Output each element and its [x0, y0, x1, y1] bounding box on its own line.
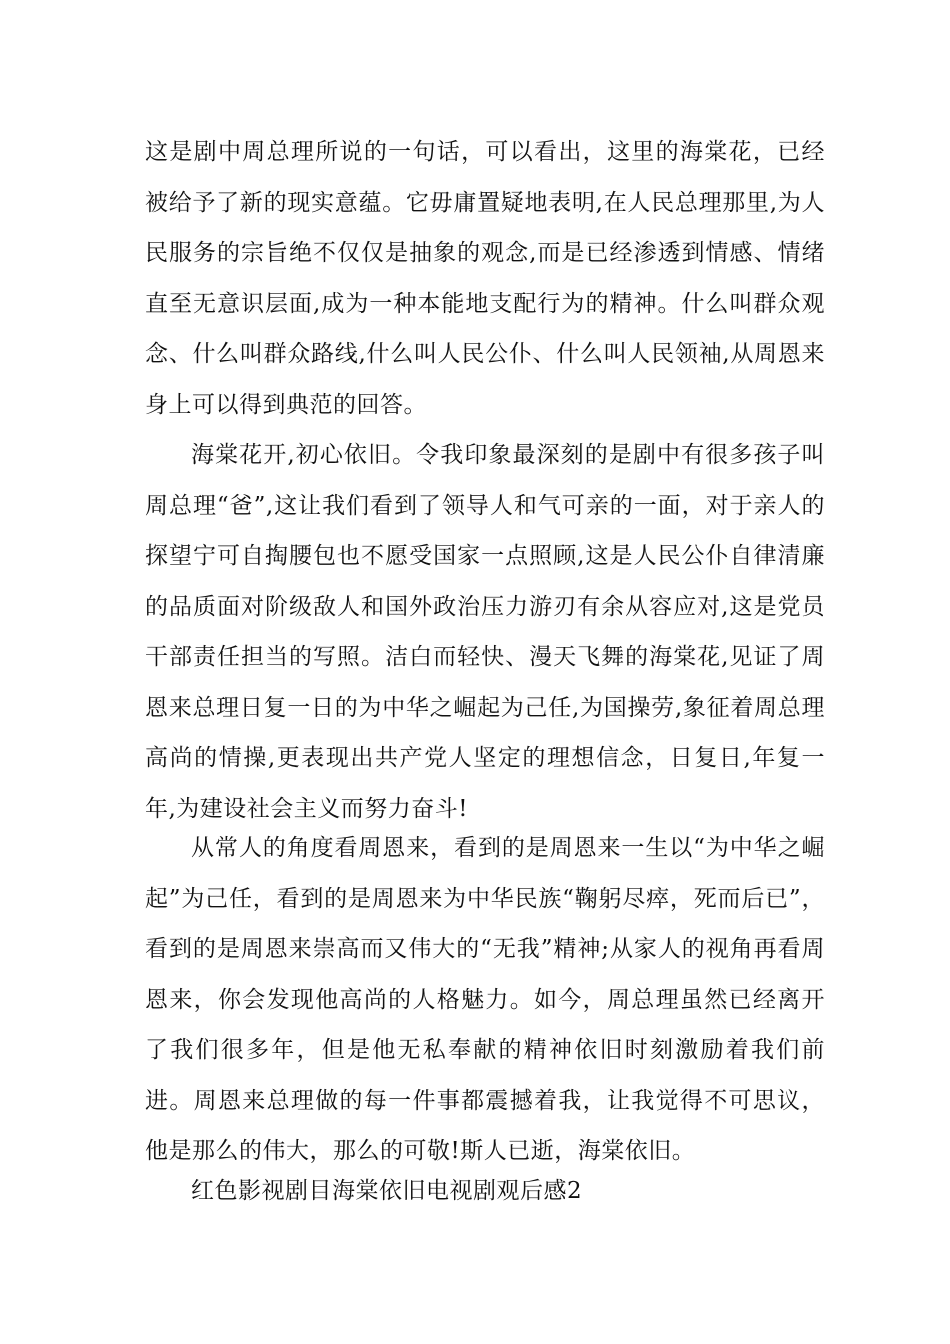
- paragraph-2: 海棠花开,初心依旧。令我印象最深刻的是剧中有很多孩子叫周总理“爸”,这让我们看到了领导人和气可亲的一面，对于亲人的探望宁可自掏腰包也不愿受国家一点照顾,这是人民公仆自律清廉的品质面对阶级敌人和国外政治压力游刃有余从容应对,这是党员干部责任担当的写照。洁白而轻快、漫天飞舞的海棠花,见证了周恩来总理日复一日的为中华之崛起为己任,为国操劳,象征着周总理高尚的情操,更表现出共产党人坚定的理想信念，日复日,年复一年,为建设社会主义而努力奋斗!: [145, 442, 825, 822]
- paragraph-1: 这是剧中周总理所说的一句话，可以看出，这里的海棠花，已经被给予了新的现实意蕴。它毋庸置疑地表明,在人民总理那里,为人民服务的宗旨绝不仅仅是抽象的观念,而是已经渗透到情感、情绪直至无意识层面,成为一种本能地支配行为的精神。什么叫群众观念、什么叫群众路线,什么叫人民公仆、什么叫人民领袖,从周恩来身上可以得到典范的回答。: [145, 139, 825, 418]
- section-heading: 红色影视剧目海棠依旧电视剧观后感2: [191, 1178, 583, 1204]
- paragraph-3: 从常人的角度看周恩来，看到的是周恩来一生以“为中华之崛起”为己任，看到的是周恩来为中华民族“鞠躬尽瘁，死而后已”，看到的是周恩来崇高而又伟大的“无我”精神;从家人的视角再看周恩来，你会发现他高尚的人格魅力。如今，周总理虽然已经离开了我们很多年，但是他无私奉献的精神依旧时刻激励着我们前进。周恩来总理做的每一件事都震撼着我，让我觉得不可思议，他是那么的伟大，那么的可敬!斯人已逝，海棠依旧。: [145, 835, 825, 1164]
